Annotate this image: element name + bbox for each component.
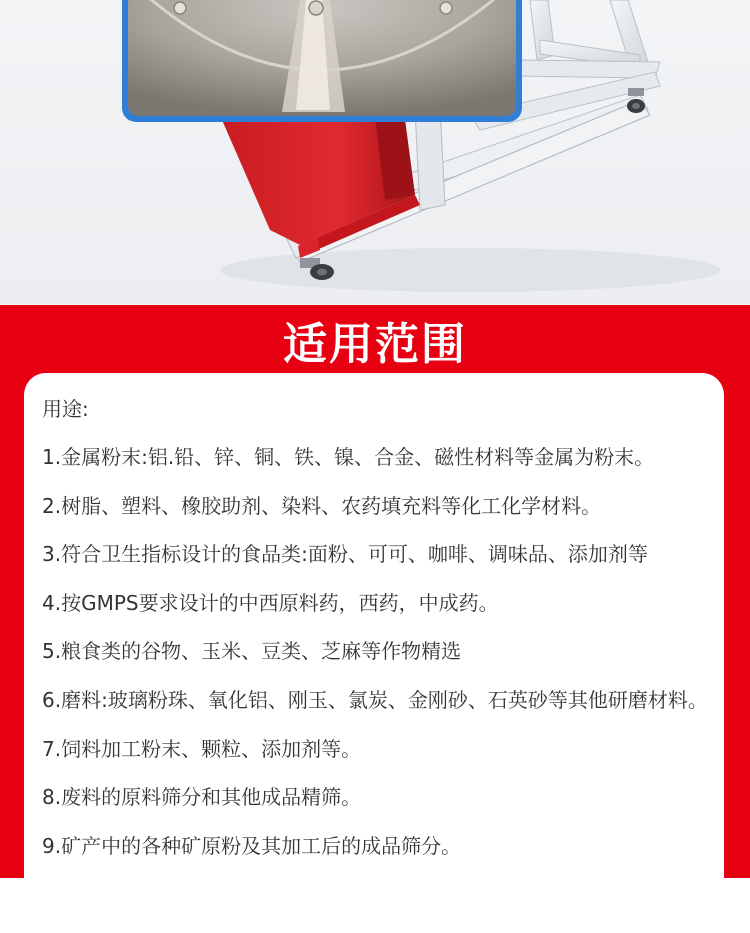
section-title: 适用范围: [283, 319, 467, 370]
list-item: 5.粮食类的谷物、玉米、豆类、芝麻等作物精选: [42, 639, 462, 664]
list-item: 2.树脂、塑料、橡胶助剂、染料、农药填充料等化工化学材料。: [42, 493, 602, 518]
list-item: 8.废料的原料筛分和其他成品精筛。: [42, 785, 362, 810]
uses-list: [42, 443, 732, 880]
list-item: 4.按GMPS要求设计的中西原料药，西药，中成药。: [42, 590, 499, 615]
uses-heading: 用途:: [42, 397, 89, 421]
list-item: 1.金属粉末:铝.铅、锌、铜、铁、镍、合金、磁性材料等金属为粉末。: [42, 445, 655, 469]
list-item: 7.饲料加工粉末、颗粒、添加剂等。: [42, 736, 362, 761]
mixer-machine-illustration: [0, 0, 750, 305]
list-item: 9.矿产中的各种矿原粉及其加工后的成品筛分。: [42, 833, 462, 858]
uses-card: [24, 373, 724, 933]
list-item: 3.符合卫生指标设计的食品类:面粉、可可、咖啡、调味品、添加剂等: [42, 542, 648, 567]
application-scope-section: [0, 305, 750, 878]
list-item: 6.磨料:玻璃粉珠、氧化铝、刚玉、氯炭、金刚砂、石英砂等其他研磨材料。: [42, 687, 708, 712]
product-photo: [0, 0, 750, 305]
